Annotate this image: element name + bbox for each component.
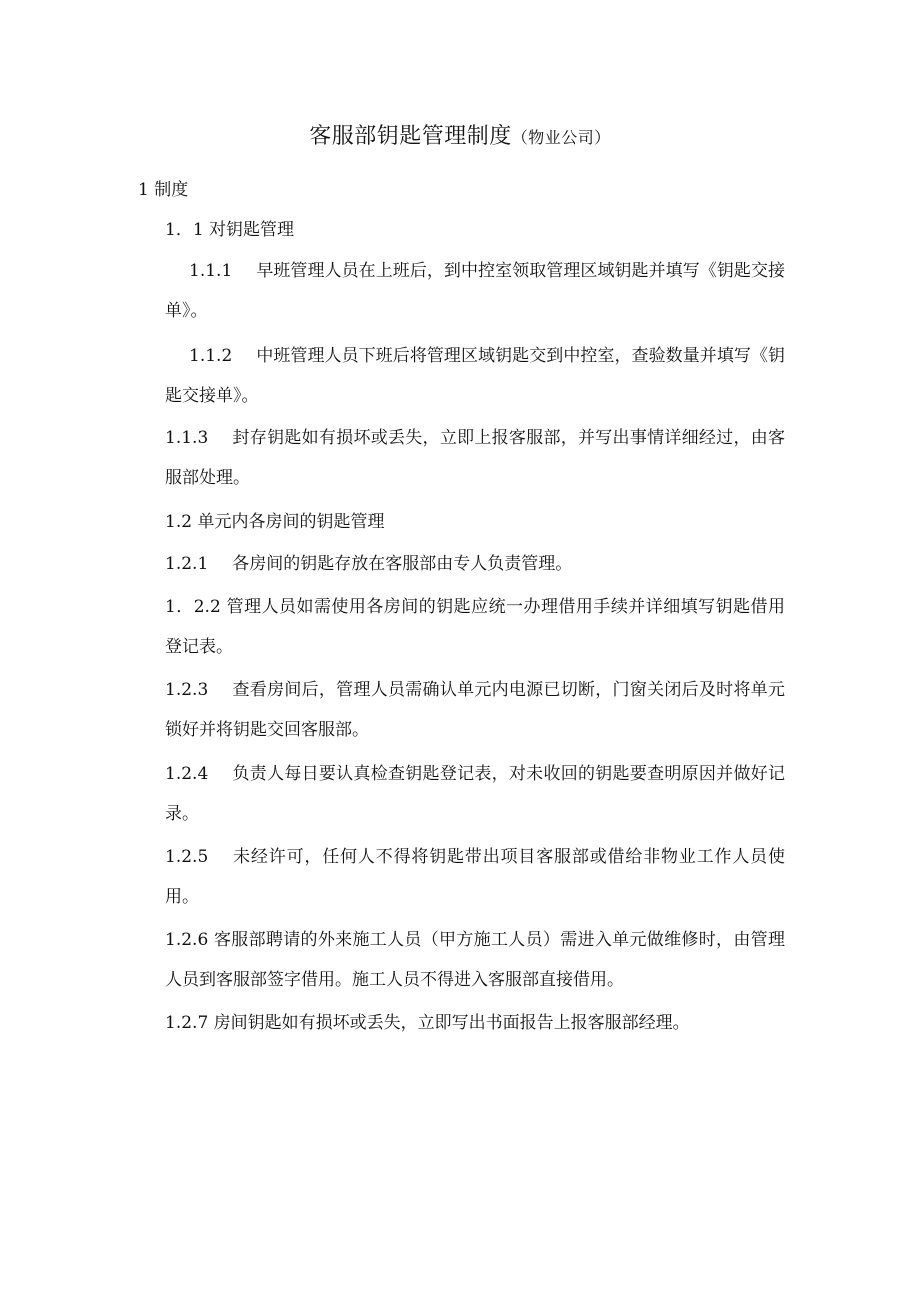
paragraph-text: 中班管理人员下班后将管理区域钥匙交到中控室，查验数量并填写《钥匙交接单》。 — [165, 346, 785, 406]
paragraph-text: 封存钥匙如有损坏或丢失，立即上报客服部，并写出事情详细经过，由客服部处理。 — [165, 428, 785, 488]
paragraph-number: 1.2.4 — [165, 764, 209, 784]
paragraph-text: 查看房间后，管理人员需确认单元内电源已切断，门窗关闭后及时将单元锁好并将钥匙交回客服部。 — [165, 680, 785, 740]
paragraph-1-1-2 — [165, 336, 785, 416]
document-title — [0, 120, 920, 155]
paragraph-text: 未经许可，任何人不得将钥匙带出项目客服部或借给非物业工作人员使用。 — [165, 847, 785, 907]
title-main: 客服部钥匙管理制度 — [309, 124, 512, 149]
paragraph-1-2-4 — [165, 754, 785, 834]
paragraph-1-2-3 — [165, 670, 785, 750]
section-heading-1-2: 1.2 单元内各房间的钥匙管理 — [165, 512, 385, 532]
section-heading-1-1: 1．1 对钥匙管理 — [165, 220, 295, 240]
paragraph-1-2-2: 1．2.2 管理人员如需使用各房间的钥匙应统一办理借用手续并详细填写钥匙借用登记表。 — [165, 597, 785, 657]
section-heading-1: 1 制度 — [138, 180, 189, 200]
paragraph-number: 1.1.2 — [189, 346, 233, 366]
paragraph-1-1-3 — [165, 418, 785, 498]
paragraph-text: 负责人每日要认真检查钥匙登记表，对未收回的钥匙要查明原因并做好记录。 — [165, 764, 785, 824]
title-note: （物业公司） — [511, 128, 611, 147]
paragraph-1-1-1 — [165, 251, 785, 331]
paragraph-text: 各房间的钥匙存放在客服部由专人负责管理。 — [232, 554, 573, 574]
paragraph-1-2-1 — [165, 544, 785, 584]
paragraph-1-2-6: 1.2.6 客服部聘请的外来施工人员（甲方施工人员）需进入单元做维修时，由管理人员到客服部签字借用。施工人员不得进入客服部直接借用。 — [165, 930, 785, 990]
paragraph-number: 1.1.3 — [165, 428, 209, 448]
paragraph-number: 1.2.3 — [165, 680, 209, 700]
paragraph-1-2-7: 1.2.7 房间钥匙如有损坏或丢失，立即写出书面报告上报客服部经理。 — [165, 1013, 690, 1033]
paragraph-number: 1.1.1 — [189, 261, 233, 281]
paragraph-number: 1.2.1 — [165, 554, 209, 574]
paragraph-number: 1.2.5 — [165, 847, 209, 867]
paragraph-1-2-5 — [165, 837, 785, 917]
paragraph-text: 早班管理人员在上班后，到中控室领取管理区域钥匙并填写《钥匙交接单》。 — [165, 261, 785, 321]
